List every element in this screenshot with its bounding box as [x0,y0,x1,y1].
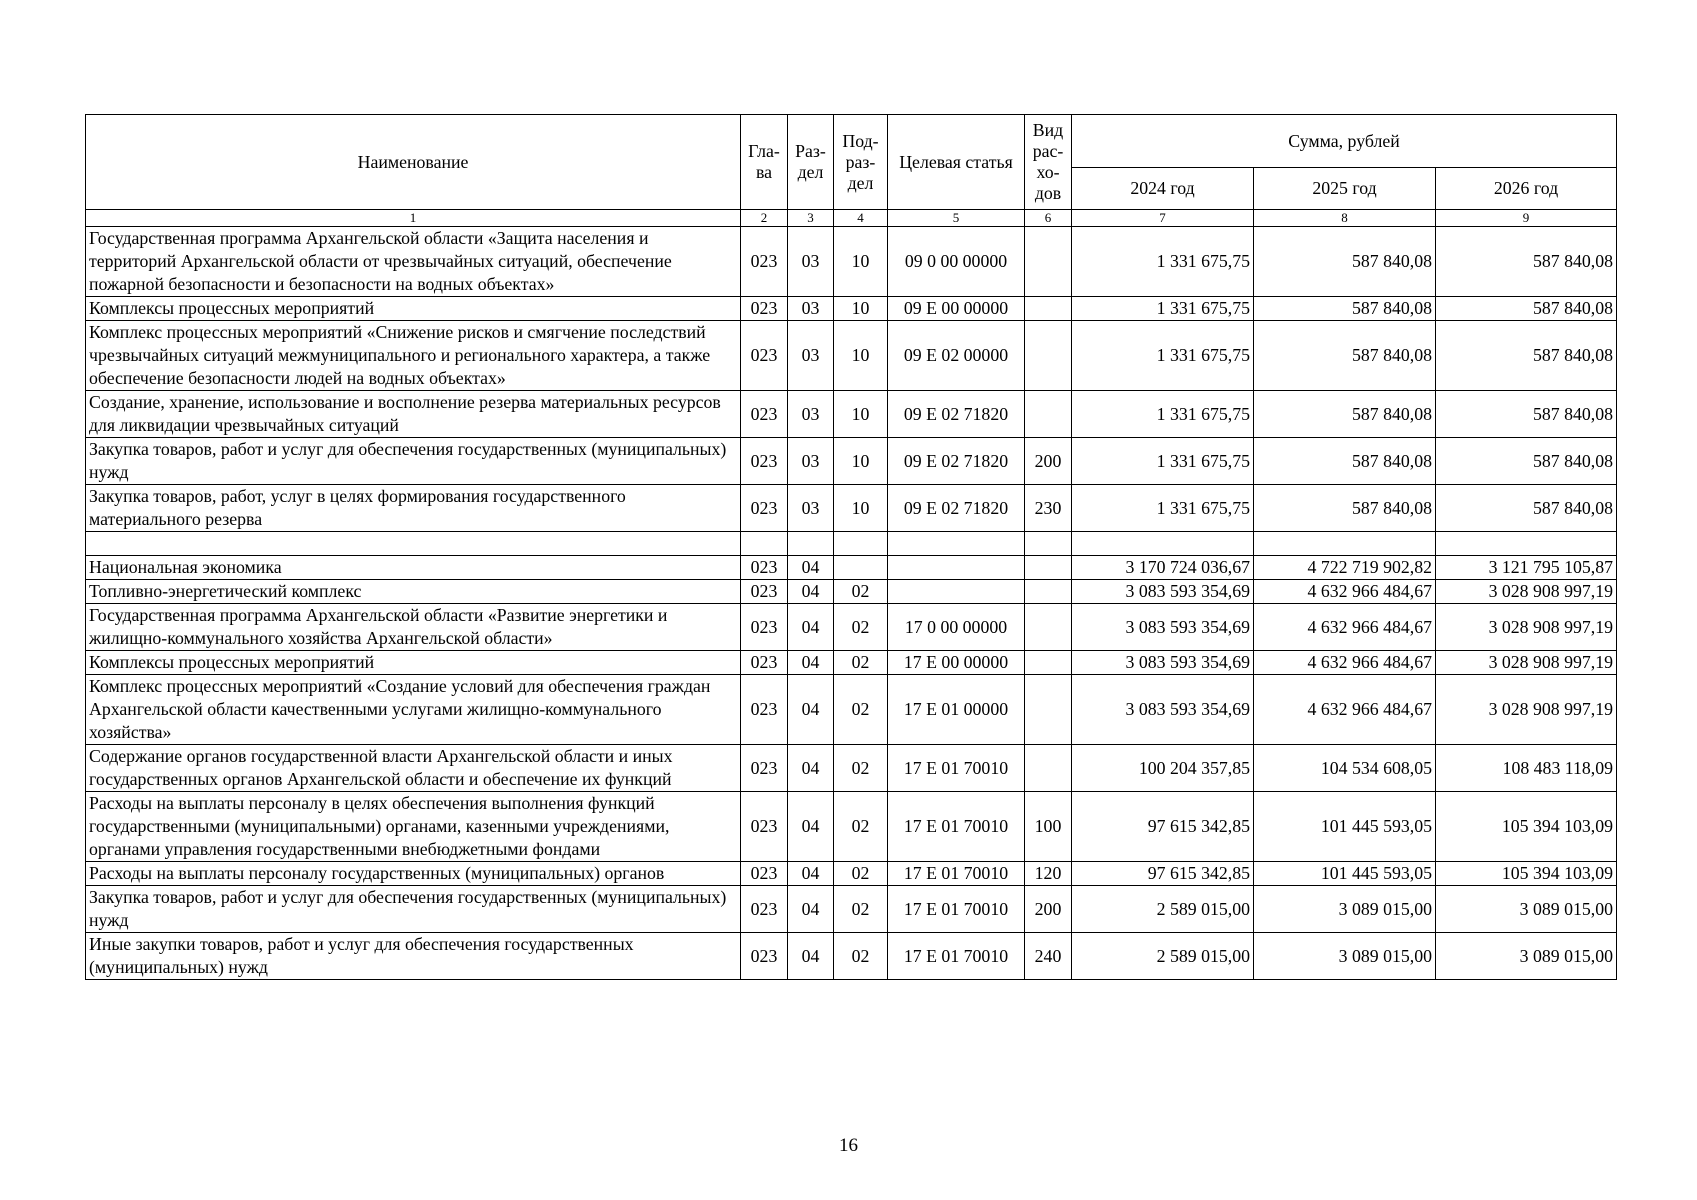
cell-sum-2026: 587 840,08 [1436,485,1617,532]
cell-sum-2024: 97 615 342,85 [1072,792,1254,862]
column-numbers-row [86,210,1617,227]
cell-sum-2026: 108 483 118,09 [1436,745,1617,792]
cell-sum-2025: 101 445 593,05 [1254,862,1436,886]
cell-sum-2026 [1436,532,1617,556]
cell-sum-2026: 587 840,08 [1436,297,1617,321]
cell-sum-2025: 4 632 966 484,67 [1254,580,1436,604]
cell-sum-2024: 1 331 675,75 [1072,321,1254,391]
cell-razdel [788,532,834,556]
table-row [86,556,1617,580]
cell-glava: 023 [741,391,788,438]
column-number: 7 [1072,210,1254,227]
cell-sum-2025: 101 445 593,05 [1254,792,1436,862]
cell-glava: 023 [741,485,788,532]
cell-razdel: 04 [788,886,834,933]
cell-podrazdel [834,532,888,556]
cell-vid-raskhodov: 120 [1025,862,1072,886]
cell-name: Комплекс процессных мероприятий «Снижение рисков и смягчение последствий чрезвычайных ситуаций межмуниципального и регионального характера, а также обеспечение безопасности людей на водных объектах» [86,321,741,391]
cell-glava: 023 [741,438,788,485]
cell-tselevaya-statya: 09 Е 00 00000 [888,297,1025,321]
cell-razdel: 03 [788,227,834,297]
cell-tselevaya-statya: 17 Е 01 70010 [888,792,1025,862]
cell-tselevaya-statya: 09 Е 02 71820 [888,485,1025,532]
column-number: 8 [1254,210,1436,227]
cell-sum-2024: 3 170 724 036,67 [1072,556,1254,580]
cell-glava: 023 [741,792,788,862]
cell-sum-2025 [1254,532,1436,556]
cell-tselevaya-statya: 17 Е 01 70010 [888,862,1025,886]
cell-sum-2026: 105 394 103,09 [1436,792,1617,862]
cell-podrazdel: 10 [834,485,888,532]
cell-sum-2025: 4 632 966 484,67 [1254,675,1436,745]
cell-podrazdel: 02 [834,745,888,792]
cell-razdel: 03 [788,485,834,532]
cell-name [86,532,741,556]
cell-vid-raskhodov [1025,227,1072,297]
cell-podrazdel: 02 [834,933,888,980]
cell-podrazdel: 10 [834,391,888,438]
cell-tselevaya-statya: 17 Е 01 70010 [888,886,1025,933]
cell-sum-2024 [1072,532,1254,556]
cell-sum-2025: 587 840,08 [1254,485,1436,532]
cell-podrazdel: 10 [834,297,888,321]
cell-vid-raskhodov: 100 [1025,792,1072,862]
cell-sum-2025: 3 089 015,00 [1254,886,1436,933]
cell-razdel: 04 [788,675,834,745]
table-row [86,604,1617,651]
cell-razdel: 04 [788,862,834,886]
cell-sum-2025: 587 840,08 [1254,391,1436,438]
table-row [86,792,1617,862]
cell-sum-2024: 3 083 593 354,69 [1072,604,1254,651]
cell-sum-2024: 1 331 675,75 [1072,485,1254,532]
cell-sum-2026: 3 028 908 997,19 [1436,580,1617,604]
cell-podrazdel: 02 [834,651,888,675]
cell-name: Комплексы процессных мероприятий [86,297,741,321]
cell-name: Национальная экономика [86,556,741,580]
cell-vid-raskhodov: 200 [1025,886,1072,933]
cell-razdel: 03 [788,297,834,321]
table-row [86,227,1617,297]
cell-tselevaya-statya: 17 0 00 00000 [888,604,1025,651]
header-year-2026: 2026 год [1436,168,1617,210]
cell-podrazdel: 02 [834,604,888,651]
cell-podrazdel: 02 [834,580,888,604]
cell-vid-raskhodov [1025,745,1072,792]
cell-tselevaya-statya [888,556,1025,580]
cell-sum-2025: 587 840,08 [1254,321,1436,391]
cell-glava: 023 [741,321,788,391]
cell-razdel: 04 [788,604,834,651]
cell-sum-2026: 587 840,08 [1436,391,1617,438]
cell-glava: 023 [741,580,788,604]
cell-podrazdel: 02 [834,792,888,862]
cell-tselevaya-statya: 09 Е 02 71820 [888,391,1025,438]
cell-vid-raskhodov [1025,604,1072,651]
cell-sum-2026: 3 121 795 105,87 [1436,556,1617,580]
cell-name: Комплекс процессных мероприятий «Создание условий для обеспечения граждан Архангельской области качественными услугами жилищно-коммунального хозяйства» [86,675,741,745]
cell-podrazdel: 02 [834,862,888,886]
cell-sum-2026: 105 394 103,09 [1436,862,1617,886]
cell-tselevaya-statya: 09 Е 02 00000 [888,321,1025,391]
cell-sum-2025: 587 840,08 [1254,438,1436,485]
cell-name: Создание, хранение, использование и восполнение резерва материальных ресурсов для ликвидации чрезвычайных ситуаций [86,391,741,438]
cell-podrazdel: 10 [834,227,888,297]
cell-vid-raskhodov: 230 [1025,485,1072,532]
cell-glava: 023 [741,651,788,675]
header-podrazdel: Под-раз-дел [834,115,888,210]
cell-sum-2026: 587 840,08 [1436,321,1617,391]
cell-sum-2024: 1 331 675,75 [1072,297,1254,321]
cell-razdel: 03 [788,438,834,485]
cell-sum-2024: 2 589 015,00 [1072,886,1254,933]
cell-tselevaya-statya: 17 Е 01 70010 [888,745,1025,792]
cell-sum-2025: 104 534 608,05 [1254,745,1436,792]
cell-podrazdel: 10 [834,438,888,485]
cell-glava: 023 [741,675,788,745]
cell-name: Закупка товаров, работ, услуг в целях формирования государственного материального резерва [86,485,741,532]
cell-tselevaya-statya: 17 Е 00 00000 [888,651,1025,675]
cell-razdel: 04 [788,580,834,604]
table-row [86,321,1617,391]
cell-razdel: 04 [788,933,834,980]
header-year-2025: 2025 год [1254,168,1436,210]
column-number: 4 [834,210,888,227]
column-number: 1 [86,210,741,227]
cell-podrazdel: 10 [834,321,888,391]
table-row [86,675,1617,745]
cell-sum-2026: 3 089 015,00 [1436,886,1617,933]
cell-vid-raskhodov [1025,391,1072,438]
table-row [86,297,1617,321]
table-row [86,580,1617,604]
cell-sum-2026: 3 089 015,00 [1436,933,1617,980]
table-row [86,862,1617,886]
cell-name: Расходы на выплаты персоналу государственных (муниципальных) органов [86,862,741,886]
cell-name: Государственная программа Архангельской области «Защита населения и территорий Архангельской области от чрезвычайных ситуаций, обеспечение пожарной безопасности и безопасности на водных объектах» [86,227,741,297]
header-razdel: Раз-дел [788,115,834,210]
page-number: 16 [839,1135,858,1156]
table-row [86,532,1617,556]
cell-tselevaya-statya [888,532,1025,556]
cell-name: Государственная программа Архангельской области «Развитие энергетики и жилищно-коммунального хозяйства Архангельской области» [86,604,741,651]
cell-glava: 023 [741,604,788,651]
cell-glava: 023 [741,886,788,933]
cell-razdel: 03 [788,391,834,438]
cell-sum-2026: 3 028 908 997,19 [1436,675,1617,745]
cell-name: Содержание органов государственной власти Архангельской области и иных государственных органов Архангельской области и обеспечение их функций [86,745,741,792]
column-number: 2 [741,210,788,227]
header-vid-raskhodov: Вид рас-хо-дов [1025,115,1072,210]
cell-razdel: 04 [788,792,834,862]
cell-sum-2026: 3 028 908 997,19 [1436,604,1617,651]
cell-sum-2024: 2 589 015,00 [1072,933,1254,980]
cell-vid-raskhodov: 200 [1025,438,1072,485]
cell-name: Закупка товаров, работ и услуг для обеспечения государственных (муниципальных) нужд [86,886,741,933]
header-tselevaya-statya: Целевая статья [888,115,1025,210]
cell-name: Иные закупки товаров, работ и услуг для обеспечения государственных (муниципальных) нужд [86,933,741,980]
table-body [86,227,1617,980]
table-row [86,391,1617,438]
cell-glava: 023 [741,556,788,580]
cell-name: Расходы на выплаты персоналу в целях обеспечения выполнения функций государственными (муниципальными) органами, казенными учреждениями, органами управления государственными внебюджетными фондами [86,792,741,862]
cell-sum-2024: 1 331 675,75 [1072,438,1254,485]
cell-tselevaya-statya [888,580,1025,604]
cell-glava: 023 [741,745,788,792]
cell-sum-2025: 4 632 966 484,67 [1254,651,1436,675]
cell-sum-2025: 3 089 015,00 [1254,933,1436,980]
cell-name: Закупка товаров, работ и услуг для обеспечения государственных (муниципальных) нужд [86,438,741,485]
table-row [86,933,1617,980]
cell-sum-2024: 97 615 342,85 [1072,862,1254,886]
table-row [86,745,1617,792]
cell-tselevaya-statya: 17 Е 01 00000 [888,675,1025,745]
cell-vid-raskhodov [1025,556,1072,580]
table-row [86,438,1617,485]
column-number: 6 [1025,210,1072,227]
table-row [86,886,1617,933]
cell-sum-2024: 3 083 593 354,69 [1072,580,1254,604]
cell-vid-raskhodov: 240 [1025,933,1072,980]
cell-vid-raskhodov [1025,532,1072,556]
header-name: Наименование [86,115,741,210]
header-summa: Сумма, рублей [1072,115,1617,168]
cell-tselevaya-statya: 09 0 00 00000 [888,227,1025,297]
cell-tselevaya-statya: 17 Е 01 70010 [888,933,1025,980]
cell-sum-2026: 587 840,08 [1436,438,1617,485]
cell-name: Топливно-энергетический комплекс [86,580,741,604]
table-row [86,651,1617,675]
cell-sum-2025: 587 840,08 [1254,297,1436,321]
cell-podrazdel: 02 [834,886,888,933]
cell-glava: 023 [741,227,788,297]
column-number: 5 [888,210,1025,227]
cell-razdel: 04 [788,651,834,675]
cell-vid-raskhodov [1025,651,1072,675]
cell-podrazdel: 02 [834,675,888,745]
cell-vid-raskhodov [1025,580,1072,604]
cell-tselevaya-statya: 09 Е 02 71820 [888,438,1025,485]
cell-sum-2024: 3 083 593 354,69 [1072,651,1254,675]
cell-glava: 023 [741,933,788,980]
cell-sum-2026: 3 028 908 997,19 [1436,651,1617,675]
cell-sum-2025: 4 632 966 484,67 [1254,604,1436,651]
cell-glava: 023 [741,297,788,321]
cell-razdel: 03 [788,321,834,391]
cell-razdel: 04 [788,556,834,580]
header-glava: Гла-ва [741,115,788,210]
budget-table [85,114,1617,980]
cell-glava [741,532,788,556]
table-row [86,485,1617,532]
cell-podrazdel [834,556,888,580]
cell-sum-2025: 4 722 719 902,82 [1254,556,1436,580]
cell-sum-2026: 587 840,08 [1436,227,1617,297]
cell-glava: 023 [741,862,788,886]
cell-sum-2025: 587 840,08 [1254,227,1436,297]
cell-sum-2024: 3 083 593 354,69 [1072,675,1254,745]
column-number: 9 [1436,210,1617,227]
cell-sum-2024: 1 331 675,75 [1072,391,1254,438]
cell-razdel: 04 [788,745,834,792]
cell-vid-raskhodov [1025,675,1072,745]
cell-sum-2024: 100 204 357,85 [1072,745,1254,792]
cell-name: Комплексы процессных мероприятий [86,651,741,675]
header-year-2024: 2024 год [1072,168,1254,210]
column-number: 3 [788,210,834,227]
cell-vid-raskhodov [1025,321,1072,391]
cell-vid-raskhodov [1025,297,1072,321]
cell-sum-2024: 1 331 675,75 [1072,227,1254,297]
